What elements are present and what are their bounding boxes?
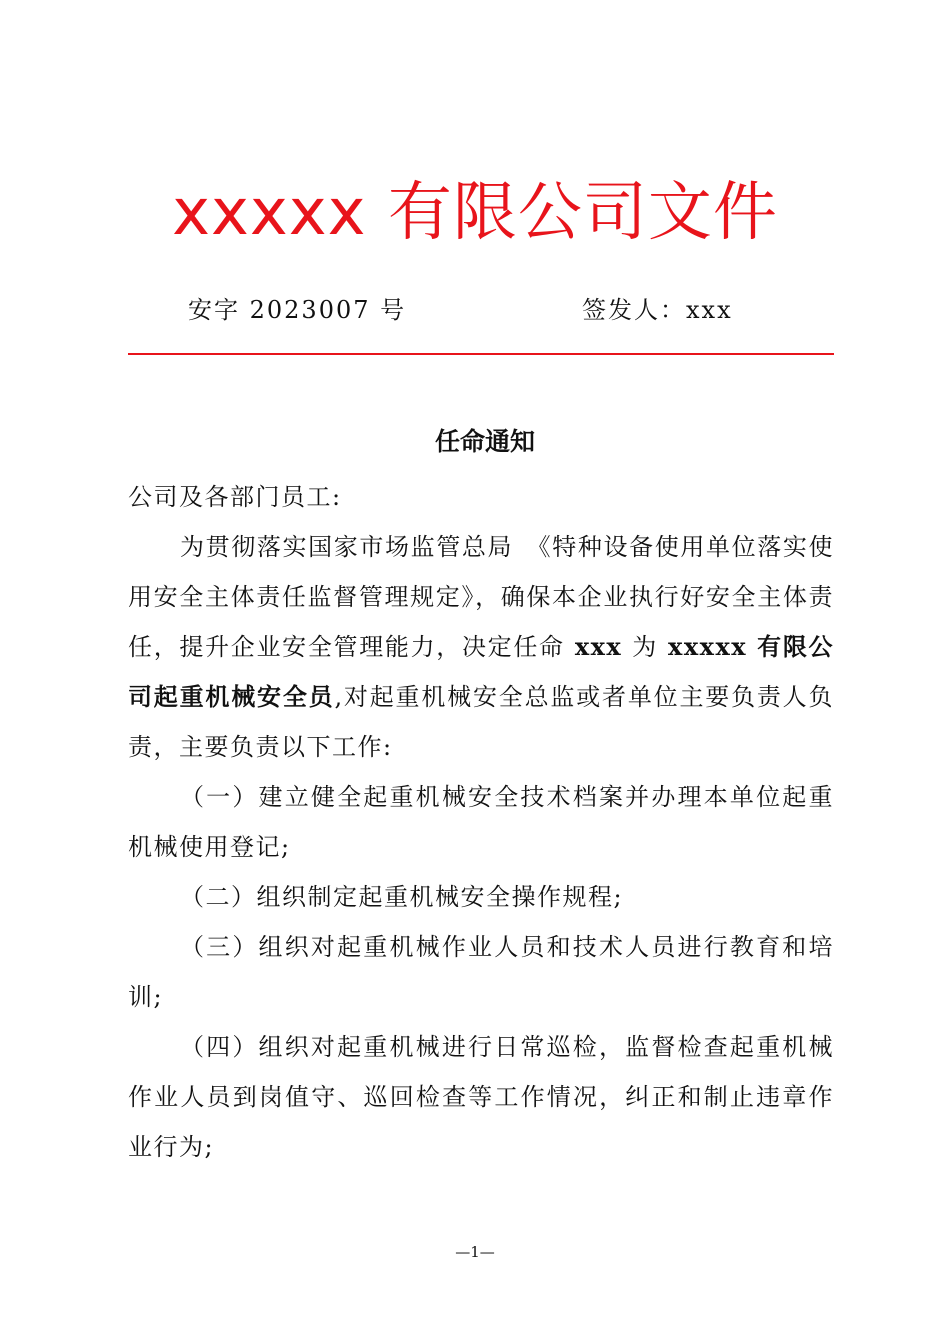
header-red-rule — [128, 353, 834, 355]
duty-item: （二）组织制定起重机械安全操作规程; — [180, 883, 624, 911]
intro-text-2: 为 — [632, 633, 658, 661]
notice-body — [128, 472, 834, 1172]
appointee-name: xxx — [564, 632, 633, 661]
salutation: 公司及各部门员工: — [128, 483, 342, 511]
intro-text-1: 为贯彻落实国家市场监管总局 《特种设备使用单位落实使用安全主体责任监督管理规定》，确保本企业执行好安全主体责任，提升企业安全管理能力，决定任命 — [128, 533, 834, 661]
duty-item: （一）建立健全起重机械安全技术档案并办理本单位起重机械使用登记; — [128, 783, 834, 861]
document-signer: 签发人：xxx — [582, 296, 733, 324]
duty-item: （四）组织对起重机械进行日常巡检，监督检查起重机械作业人员到岗值守、巡回检查等工作情况，纠正和制止违章作业行为; — [128, 1033, 834, 1161]
intro-text-3: ,对起重机械安全总监或者单位主要负责人负责，主要负责以下工作: — [128, 683, 834, 761]
page-number: —1— — [455, 1243, 495, 1261]
appointed-position: xxxxx 有限公司起重机械安全员 — [128, 632, 835, 711]
duty-item: （三）组织对起重机械作业人员和技术人员进行教育和培训; — [128, 933, 834, 1011]
document-title: xxxxx 有限公司文件 — [172, 176, 778, 250]
notice-title: 任命通知 — [434, 427, 535, 456]
document-number: 安字 2023007 号 — [188, 296, 407, 324]
intro-paragraph — [128, 522, 834, 772]
